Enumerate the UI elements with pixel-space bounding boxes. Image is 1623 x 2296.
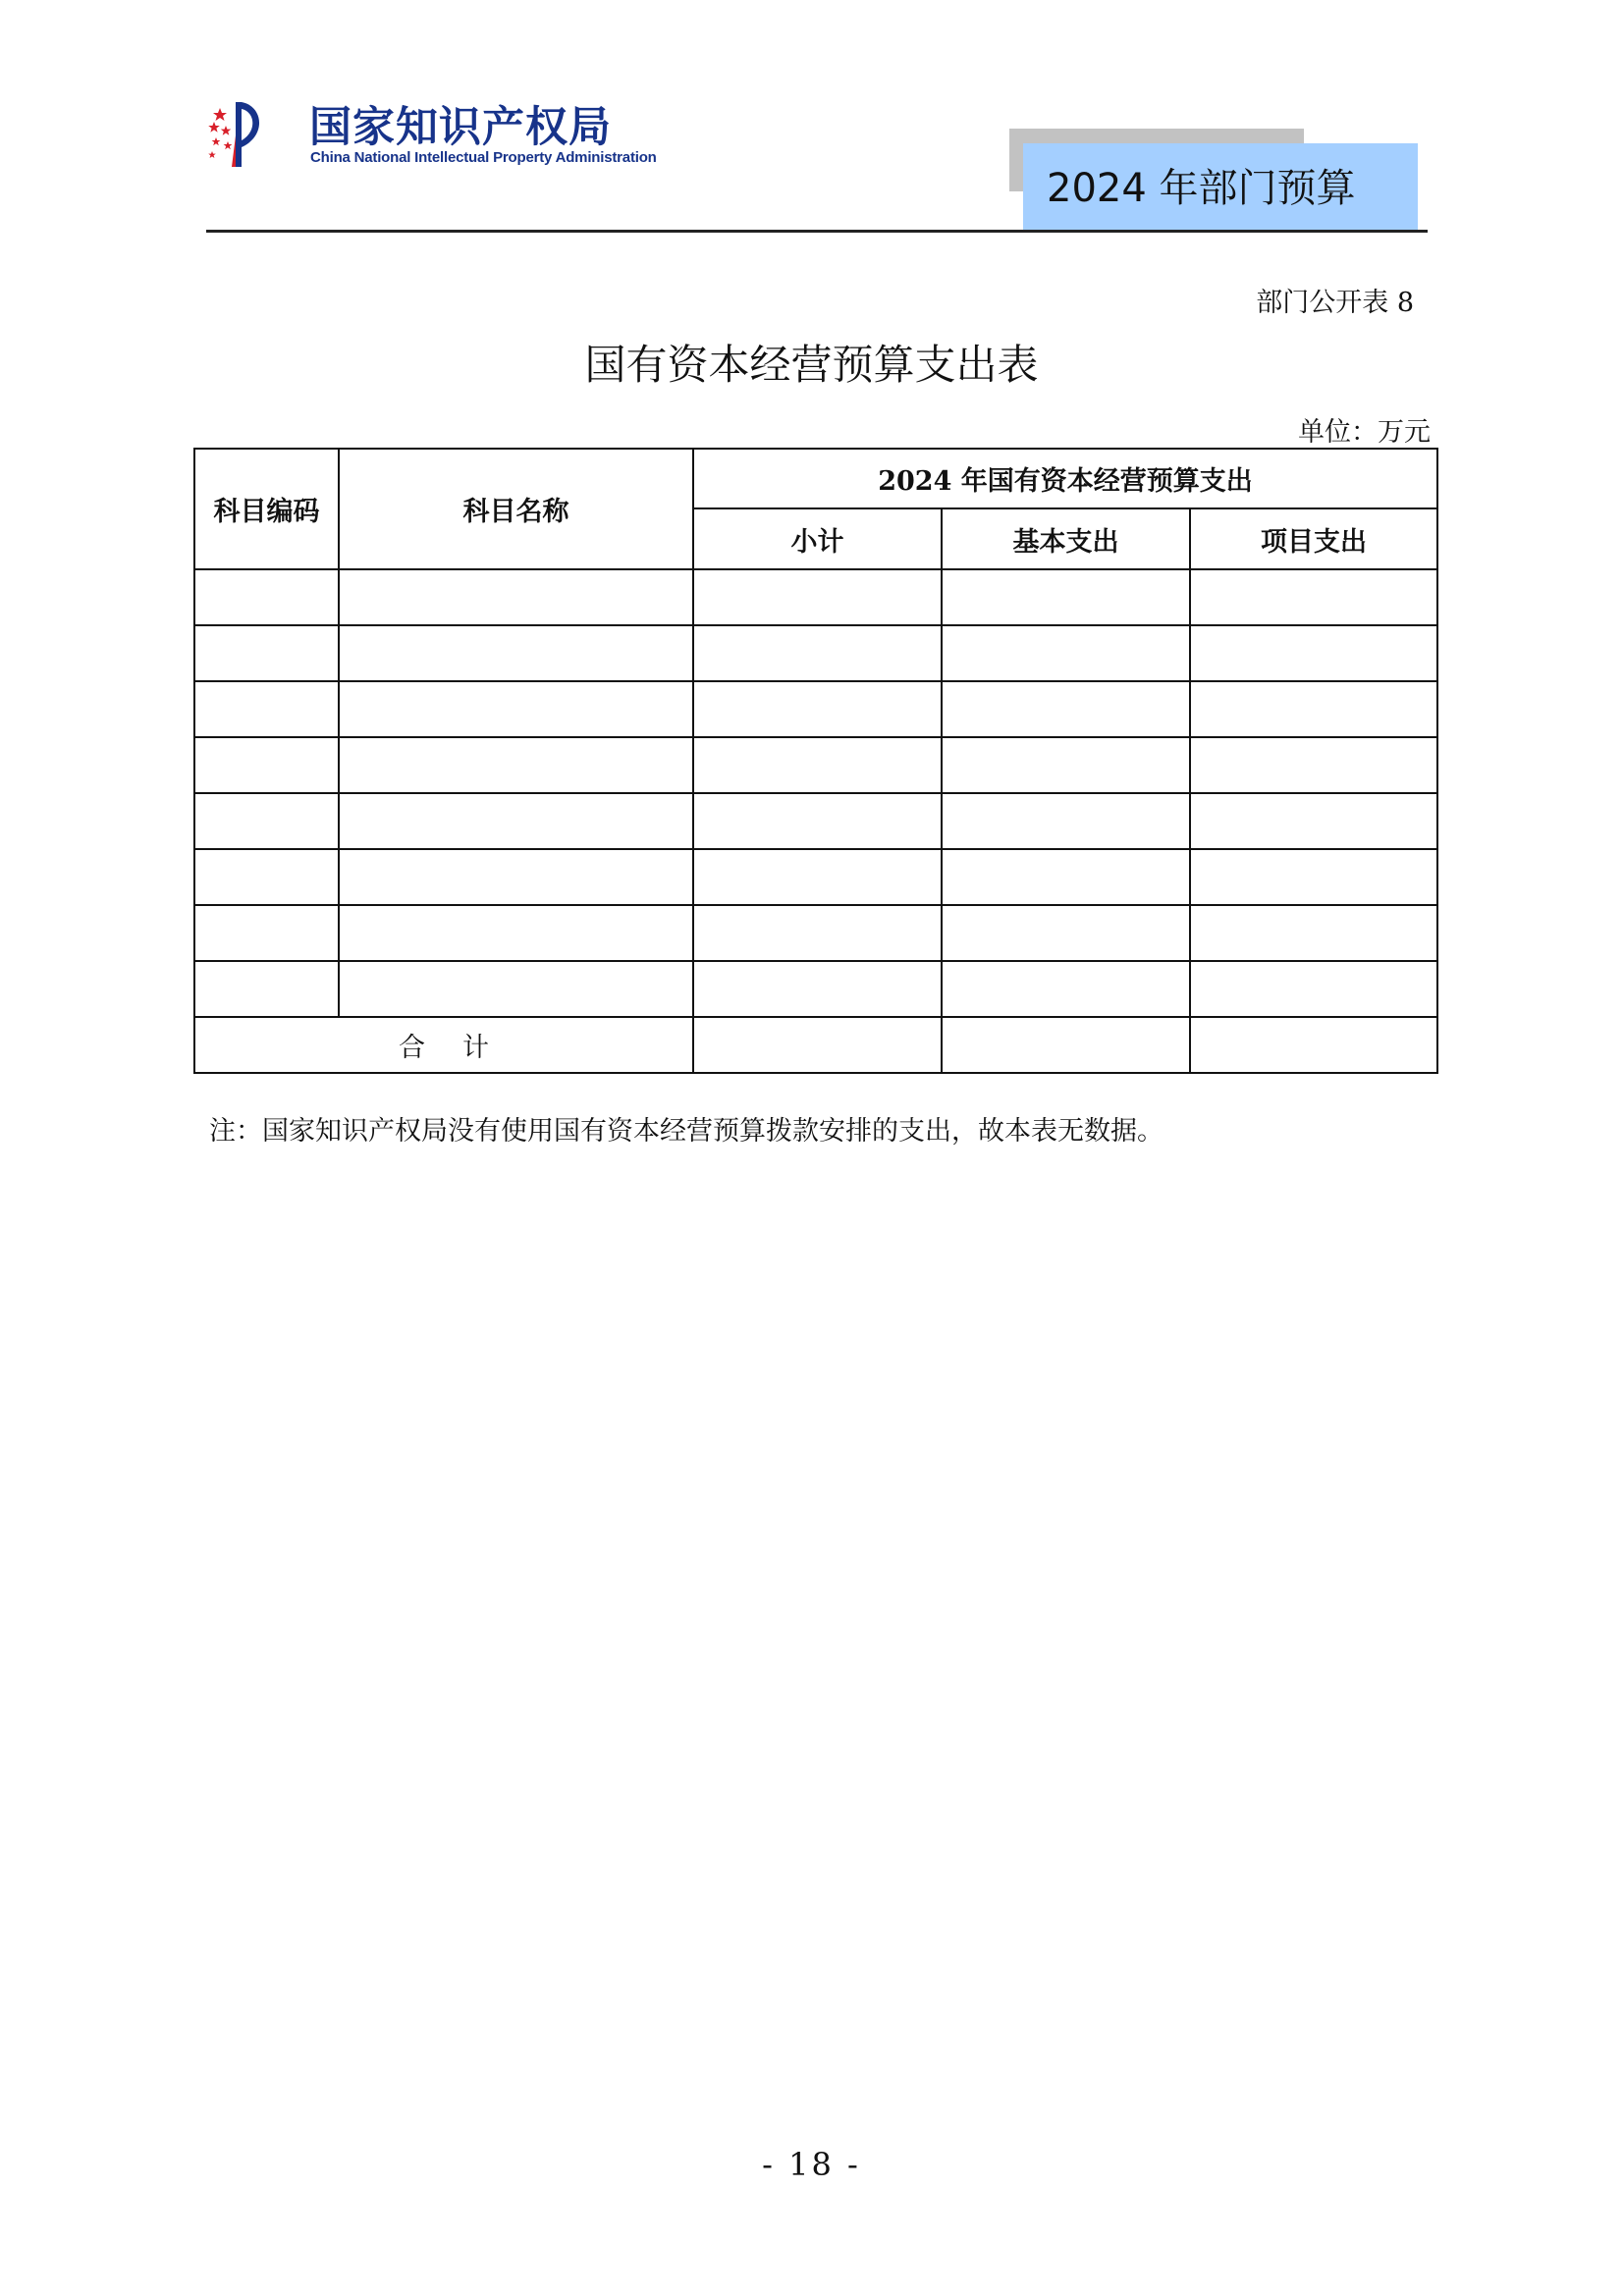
- cell-name: [339, 681, 693, 737]
- header-divider: [206, 230, 1428, 233]
- cell-name: [339, 569, 693, 625]
- cell-subtotal: [693, 681, 942, 737]
- total-basic: [942, 1017, 1190, 1073]
- table-row: [194, 569, 1437, 625]
- table-row: [194, 737, 1437, 793]
- cell-code: [194, 625, 339, 681]
- cell-project: [1190, 961, 1437, 1017]
- cell-subtotal: [693, 905, 942, 961]
- unit-label: 单位：万元: [1298, 417, 1431, 448]
- header-project: 项目支出: [1190, 508, 1437, 569]
- table-note: 注：国家知识产权局没有使用国有资本经营预算拨款安排的支出，故本表无数据。: [209, 1116, 1163, 1147]
- table-header-row: [194, 449, 1437, 508]
- budget-year-badge: [1023, 143, 1418, 230]
- cell-code: [194, 961, 339, 1017]
- cell-basic: [942, 625, 1190, 681]
- cell-basic: [942, 793, 1190, 849]
- cell-code: [194, 793, 339, 849]
- page-number: - 18 -: [762, 2146, 861, 2183]
- table-row: [194, 793, 1437, 849]
- cell-subtotal: [693, 625, 942, 681]
- cell-project: [1190, 905, 1437, 961]
- total-project: [1190, 1017, 1437, 1073]
- cell-subtotal: [693, 793, 942, 849]
- table-row: [194, 625, 1437, 681]
- cell-name: [339, 961, 693, 1017]
- cell-name: [339, 793, 693, 849]
- cell-project: [1190, 625, 1437, 681]
- cell-subtotal: [693, 737, 942, 793]
- cell-project: [1190, 569, 1437, 625]
- org-name-en: China National Intellectual Property Administration: [310, 149, 657, 166]
- cell-subtotal: [693, 849, 942, 905]
- table-row: [194, 905, 1437, 961]
- table-row: [194, 681, 1437, 737]
- org-logo: [206, 96, 658, 175]
- header-subtotal: 小计: [693, 508, 942, 569]
- cell-project: [1190, 793, 1437, 849]
- cell-basic: [942, 905, 1190, 961]
- header-name: 科目名称: [339, 449, 693, 569]
- cnipa-emblem-icon: [206, 96, 267, 169]
- header-group: 2024 年国有资本经营预算支出: [693, 449, 1437, 508]
- cell-name: [339, 737, 693, 793]
- budget-year-label: 2024 年部门预算: [1047, 166, 1356, 211]
- total-subtotal: [693, 1017, 942, 1073]
- cell-code: [194, 737, 339, 793]
- cell-name: [339, 625, 693, 681]
- cell-project: [1190, 849, 1437, 905]
- page-title: 国有资本经营预算支出表: [584, 341, 1039, 389]
- cell-project: [1190, 681, 1437, 737]
- cell-basic: [942, 681, 1190, 737]
- cell-subtotal: [693, 961, 942, 1017]
- org-name-cn: 国家知识产权局: [309, 103, 612, 152]
- cell-code: [194, 849, 339, 905]
- cell-basic: [942, 849, 1190, 905]
- cell-project: [1190, 737, 1437, 793]
- cell-code: [194, 905, 339, 961]
- total-row: [194, 1017, 1437, 1073]
- cell-basic: [942, 737, 1190, 793]
- cell-basic: [942, 961, 1190, 1017]
- cell-code: [194, 681, 339, 737]
- table-row: [194, 849, 1437, 905]
- table-row: [194, 961, 1437, 1017]
- budget-table: [193, 448, 1438, 1074]
- cell-code: [194, 569, 339, 625]
- cell-name: [339, 905, 693, 961]
- table-number: 部门公开表 8: [1256, 288, 1414, 318]
- header-code: 科目编码: [194, 449, 339, 569]
- cell-name: [339, 849, 693, 905]
- cell-basic: [942, 569, 1190, 625]
- total-label: 合计: [194, 1017, 693, 1073]
- cell-subtotal: [693, 569, 942, 625]
- header-basic: 基本支出: [942, 508, 1190, 569]
